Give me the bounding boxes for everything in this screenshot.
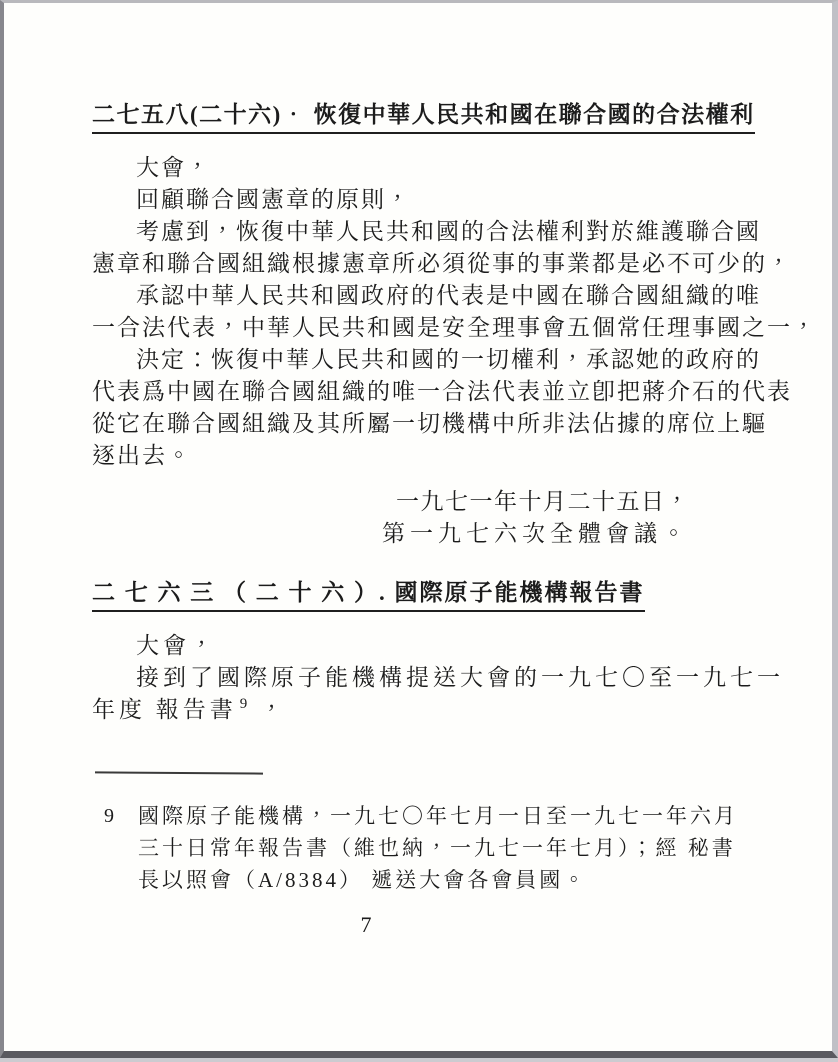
resolution-2763-heading-text: 二 七 六 三 （ 二 十 六 ）. 國際原子能機構報告書 [92, 580, 645, 612]
footnote-marker: 9 [104, 805, 114, 827]
resolution-line-with-footnote [92, 694, 754, 726]
adoption-meeting: 第一九七六次全體會議。 [382, 521, 690, 546]
resolution-line: 大會， [136, 633, 217, 658]
resolution-line: 回顧聯合國憲章的原則， [136, 187, 411, 212]
page-content [4, 3, 832, 1051]
resolution-line: 從它在聯合國組織及其所屬一切機構中所非法佔據的席位上驅 [92, 411, 767, 436]
line-text: 年度 報告書 [92, 697, 237, 722]
resolution-line: 承認中華人民共和國政府的代表是中國在聯合國組織的唯 [136, 283, 761, 308]
line-text: ， [250, 697, 287, 722]
resolution-2763-body [92, 630, 784, 726]
resolution-line: 一合法代表，中華人民共和國是安全理事會五個常任理事國之一， [92, 315, 817, 340]
footnote-separator-rule [95, 771, 263, 774]
resolution-2763-heading [92, 578, 754, 608]
footnote-9 [92, 800, 754, 896]
footnote-line: 國際原子能機構，一九七〇年七月一日至一九七一年六月 [138, 804, 738, 828]
resolution-line: 考慮到，恢復中華人民共和國的合法權利對於維護聯合國 [136, 219, 761, 244]
footnote-reference-9: 9 [239, 696, 248, 713]
adoption-date: 一九七一年十月二十五日， [396, 489, 690, 514]
footnote-text [138, 800, 738, 896]
resolution-2758-body [92, 152, 817, 472]
adoption-block [92, 486, 754, 550]
resolution-line: 接到了國際原子能機構提送大會的一九七〇至一九七一 [136, 665, 784, 690]
footnote-line: 三十日常年報告書（維也納，一九七一年七月）；經 秘書 [138, 836, 736, 860]
resolution-2758-heading-text: 二七五八(二十六)． 恢復中華人民共和國在聯合國的合法權利 [92, 102, 755, 134]
resolution-line: 大會， [136, 155, 211, 180]
resolution-line: 代表爲中國在聯合國組織的唯一合法代表並立卽把蔣介石的代表 [92, 379, 792, 404]
footnote-line: 長以照會（A/8384） 遞送大會各會員國。 [138, 868, 588, 892]
resolution-line: 憲章和聯合國組織根據憲章所必須從事的事業都是必不可少的， [92, 251, 792, 276]
resolution-2758-heading [92, 100, 754, 130]
resolution-line: 決定：恢復中華人民共和國的一切權利，承認她的政府的 [136, 347, 761, 372]
resolution-line: 逐出去。 [92, 443, 192, 468]
page-number: 7 [360, 912, 372, 937]
